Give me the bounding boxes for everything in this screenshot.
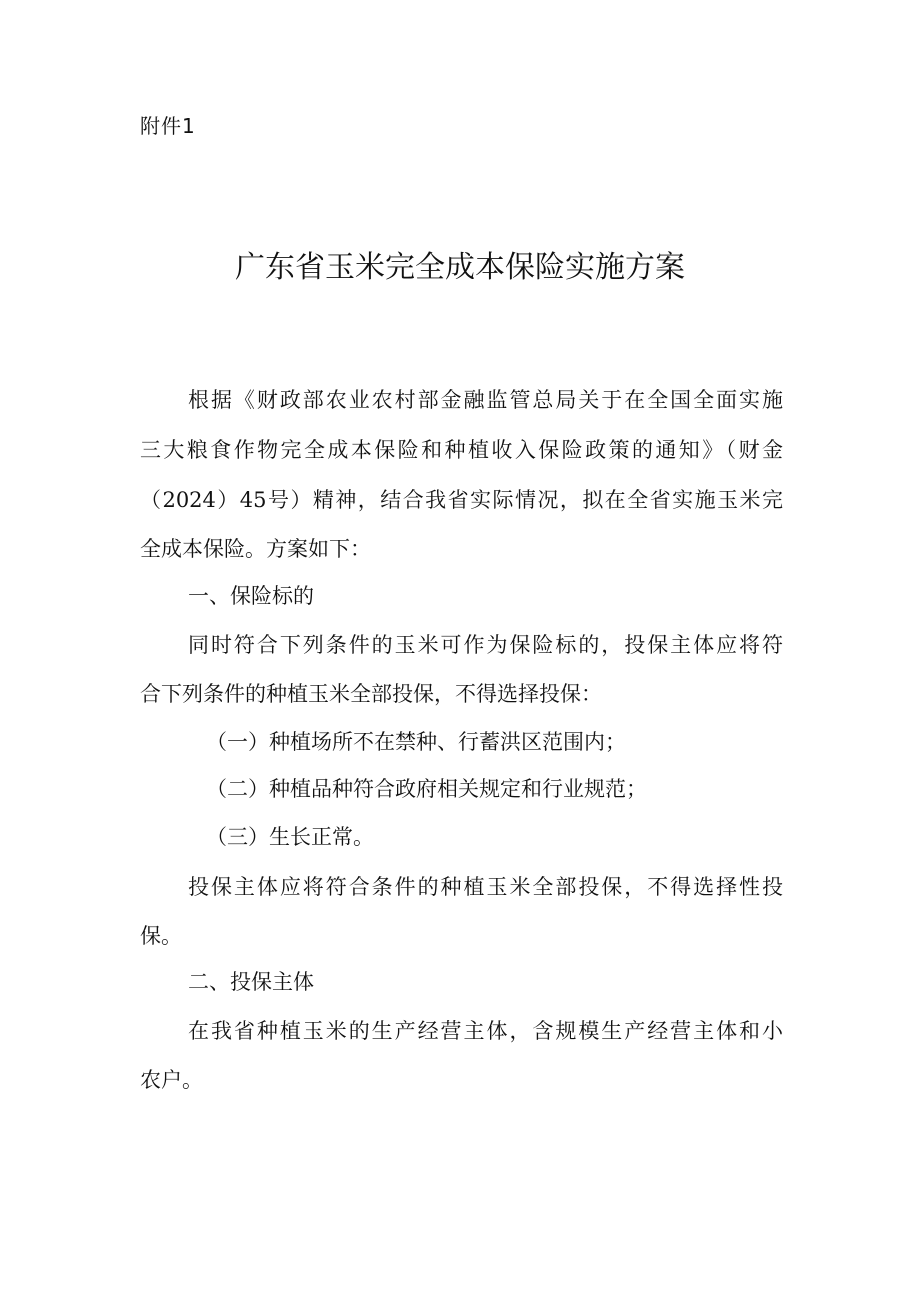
- section2-heading: 二、投保主体: [188, 970, 314, 994]
- document-title: 广东省玉米完全成本保险实施方案: [235, 250, 685, 285]
- intro-line-2: 三大粮食作物完全成本保险和种植收入保险政策的通知》（财金: [140, 438, 783, 462]
- attachment-label: 附件1: [140, 114, 196, 138]
- section1-para1-line-2: 合下列条件的种植玉米全部投保，不得选择投保：: [140, 682, 602, 706]
- intro-line-1: 根据《财政部农业农村部金融监管总局关于在全国全面实施: [188, 388, 783, 412]
- section2-para-line-1: 在我省种植玉米的生产经营主体，含规模生产经营主体和小: [188, 1019, 783, 1043]
- section1-item-1: （一）种植场所不在禁种、行蓄洪区范围内；: [206, 730, 626, 754]
- intro-line-4: 全成本保险。方案如下：: [140, 537, 371, 561]
- section1-para2-line-2: 保。: [140, 924, 182, 948]
- section1-para1-line-1: 同时符合下列条件的玉米可作为保险标的，投保主体应将符: [188, 633, 783, 657]
- section2-para-line-2: 农户。: [140, 1068, 203, 1092]
- section1-para2-line-1: 投保主体应将符合条件的种植玉米全部投保，不得选择性投: [188, 875, 783, 899]
- intro-line-3: （2024）45号）精神，结合我省实际情况，拟在全省实施玉米完: [140, 488, 783, 512]
- section1-heading: 一、保险标的: [188, 584, 314, 608]
- section1-item-3: （三）生长正常。: [206, 825, 374, 849]
- section1-item-2: （二）种植品种符合政府相关规定和行业规范；: [206, 777, 647, 801]
